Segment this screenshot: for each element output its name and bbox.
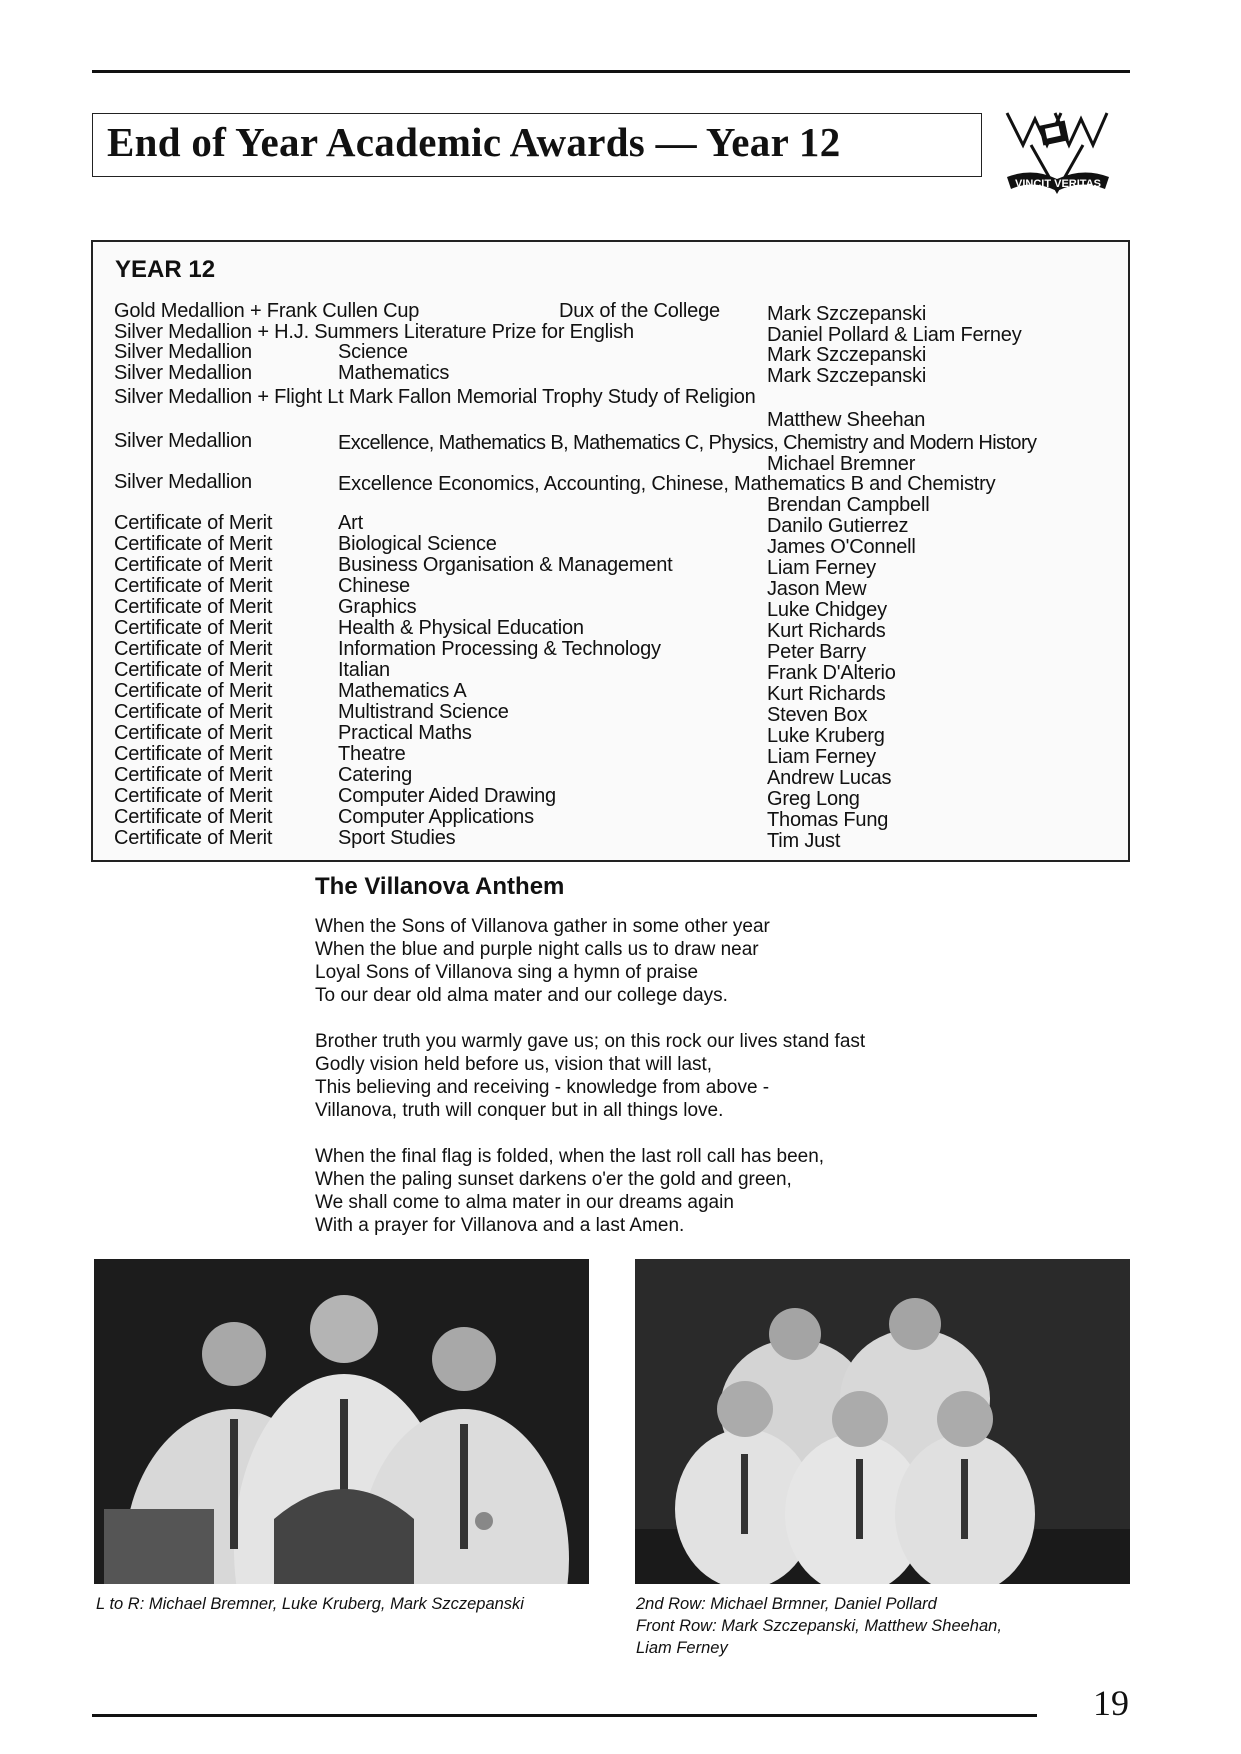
verse-line: To our dear old alma mater and our college days. bbox=[315, 985, 728, 1006]
svg-text:VINCIT VERITAS: VINCIT VERITAS bbox=[1015, 178, 1101, 190]
verse-line: When the final flag is folded, when the last roll call has been, bbox=[315, 1146, 825, 1167]
page-number: 19 bbox=[1093, 1683, 1129, 1723]
award-name: Certificate of Merit bbox=[114, 680, 273, 702]
award-recipient: Kurt Richards bbox=[767, 683, 886, 705]
award-recipient: Michael Bremner bbox=[767, 453, 916, 475]
award-recipient: Matthew Sheehan bbox=[767, 409, 926, 431]
award-recipient: Steven Box bbox=[767, 704, 868, 726]
award-recipient: Jason Mew bbox=[767, 578, 867, 600]
award-recipient: Tim Just bbox=[767, 830, 841, 852]
award-recipient: Daniel Pollard & Liam Ferney bbox=[767, 324, 1022, 346]
award-name: Silver Medallion bbox=[114, 430, 252, 452]
award-name: Silver Medallion bbox=[114, 471, 252, 493]
page-title: End of Year Academic Awards — Year 12 bbox=[107, 119, 841, 165]
award-name: Certificate of Merit bbox=[114, 533, 273, 555]
award-subject: Excellence Economics, Accounting, Chinese, Mathematics B and Chemistry bbox=[338, 473, 996, 495]
award-subject: Graphics bbox=[338, 596, 417, 618]
award-name: Certificate of Merit bbox=[114, 554, 273, 576]
award-recipient: Mark Szczepanski bbox=[767, 303, 927, 325]
caption-line: Front Row: Mark Szczepanski, Matthew Sheehan, bbox=[636, 1617, 1002, 1635]
award-recipient: Mark Szczepanski bbox=[767, 344, 927, 366]
award-subject: Dux of the College bbox=[559, 300, 720, 322]
verse-line: Godly vision held before us, vision that will last, bbox=[315, 1054, 713, 1075]
verse-line: When the Sons of Villanova gather in some other year bbox=[315, 916, 770, 937]
award-subject: Computer Applications bbox=[338, 806, 534, 828]
award-subject: Health & Physical Education bbox=[338, 617, 584, 639]
anthem-verse bbox=[315, 915, 770, 1007]
award-recipient: Mark Szczepanski bbox=[767, 365, 927, 387]
verse-line: Villanova, truth will conquer but in all things love. bbox=[315, 1100, 724, 1121]
award-subject: Italian bbox=[338, 659, 390, 681]
award-name: Certificate of Merit bbox=[114, 659, 273, 681]
award-subject: Sport Studies bbox=[338, 827, 456, 849]
award-subject: Multistrand Science bbox=[338, 701, 509, 723]
award-subject: Business Organisation & Management bbox=[338, 554, 673, 576]
award-name: Certificate of Merit bbox=[114, 638, 273, 660]
anthem-verse bbox=[315, 1030, 865, 1122]
award-name: Silver Medallion + H.J. Summers Literature Prize for English bbox=[114, 321, 634, 343]
left-photo-caption: L to R: Michael Bremner, Luke Kruberg, Mark Szczepanski bbox=[96, 1595, 524, 1613]
award-name: Certificate of Merit bbox=[114, 764, 273, 786]
award-subject: Practical Maths bbox=[338, 722, 472, 744]
caption-line: Liam Ferney bbox=[636, 1639, 728, 1657]
verse-line: When the blue and purple night calls us to draw near bbox=[315, 939, 759, 960]
award-subject: Computer Aided Drawing bbox=[338, 785, 556, 807]
top-rule bbox=[92, 70, 1130, 73]
awards-table bbox=[91, 240, 1130, 862]
award-recipient: Liam Ferney bbox=[767, 746, 876, 768]
verse-line: We shall come to alma mater in our dreams again bbox=[315, 1192, 734, 1213]
caption-line: 2nd Row: Michael Brmner, Daniel Pollard bbox=[636, 1595, 937, 1613]
award-name: Certificate of Merit bbox=[114, 512, 273, 534]
award-subject: Science bbox=[338, 341, 408, 363]
award-winners-photo-left bbox=[94, 1259, 589, 1584]
award-name: Certificate of Merit bbox=[114, 575, 273, 597]
anthem-title: The Villanova Anthem bbox=[315, 873, 565, 900]
award-recipient: Peter Barry bbox=[767, 641, 866, 663]
page-title-box bbox=[92, 113, 982, 177]
verse-line: With a prayer for Villanova and a last Amen. bbox=[315, 1215, 685, 1236]
verse-line: Brother truth you warmly gave us; on this rock our lives stand fast bbox=[315, 1031, 866, 1052]
award-recipient: Frank D'Alterio bbox=[767, 662, 896, 684]
bottom-rule bbox=[92, 1714, 1037, 1717]
award-name: Certificate of Merit bbox=[114, 743, 273, 765]
award-recipient: James O'Connell bbox=[767, 536, 916, 558]
anthem-verse bbox=[315, 1145, 824, 1237]
awards-heading: YEAR 12 bbox=[115, 256, 216, 283]
award-name: Silver Medallion bbox=[114, 362, 252, 384]
award-recipient: Greg Long bbox=[767, 788, 860, 810]
award-recipient: Luke Kruberg bbox=[767, 725, 885, 747]
award-recipient: Liam Ferney bbox=[767, 557, 876, 579]
award-name: Certificate of Merit bbox=[114, 596, 273, 618]
award-name: Silver Medallion + Flight Lt Mark Fallon Memorial Trophy Study of Religion bbox=[114, 386, 756, 408]
award-name: Certificate of Merit bbox=[114, 806, 273, 828]
award-name: Gold Medallion + Frank Cullen Cup bbox=[114, 300, 420, 322]
award-name: Certificate of Merit bbox=[114, 827, 273, 849]
award-recipient: Luke Chidgey bbox=[767, 599, 887, 621]
college-crest-logo bbox=[1003, 105, 1111, 207]
verse-line: Loyal Sons of Villanova sing a hymn of praise bbox=[315, 962, 699, 983]
verse-line: This believing and receiving - knowledge from above - bbox=[315, 1077, 770, 1098]
award-recipient: Andrew Lucas bbox=[767, 767, 892, 789]
award-recipient: Thomas Fung bbox=[767, 809, 889, 831]
right-photo-caption bbox=[636, 1593, 1002, 1659]
award-recipient: Danilo Gutierrez bbox=[767, 515, 909, 537]
award-subject: Theatre bbox=[338, 743, 406, 765]
award-name: Certificate of Merit bbox=[114, 701, 273, 723]
award-winners-photo-right bbox=[635, 1259, 1130, 1584]
award-subject: Catering bbox=[338, 764, 412, 786]
award-subject: Biological Science bbox=[338, 533, 497, 555]
award-subject: Information Processing & Technology bbox=[338, 638, 661, 660]
verse-line: When the paling sunset darkens o'er the gold and green, bbox=[315, 1169, 792, 1190]
award-name: Certificate of Merit bbox=[114, 617, 273, 639]
award-subject: Chinese bbox=[338, 575, 410, 597]
award-subject: Mathematics bbox=[338, 362, 450, 384]
award-name: Silver Medallion bbox=[114, 341, 252, 363]
award-recipient: Kurt Richards bbox=[767, 620, 886, 642]
award-subject: Excellence, Mathematics B, Mathematics C, Physics, Chemistry and Modern History bbox=[338, 432, 1037, 454]
award-subject: Art bbox=[338, 512, 363, 534]
award-subject: Mathematics A bbox=[338, 680, 467, 702]
award-name: Certificate of Merit bbox=[114, 785, 273, 807]
award-name: Certificate of Merit bbox=[114, 722, 273, 744]
award-recipient: Brendan Campbell bbox=[767, 494, 930, 516]
